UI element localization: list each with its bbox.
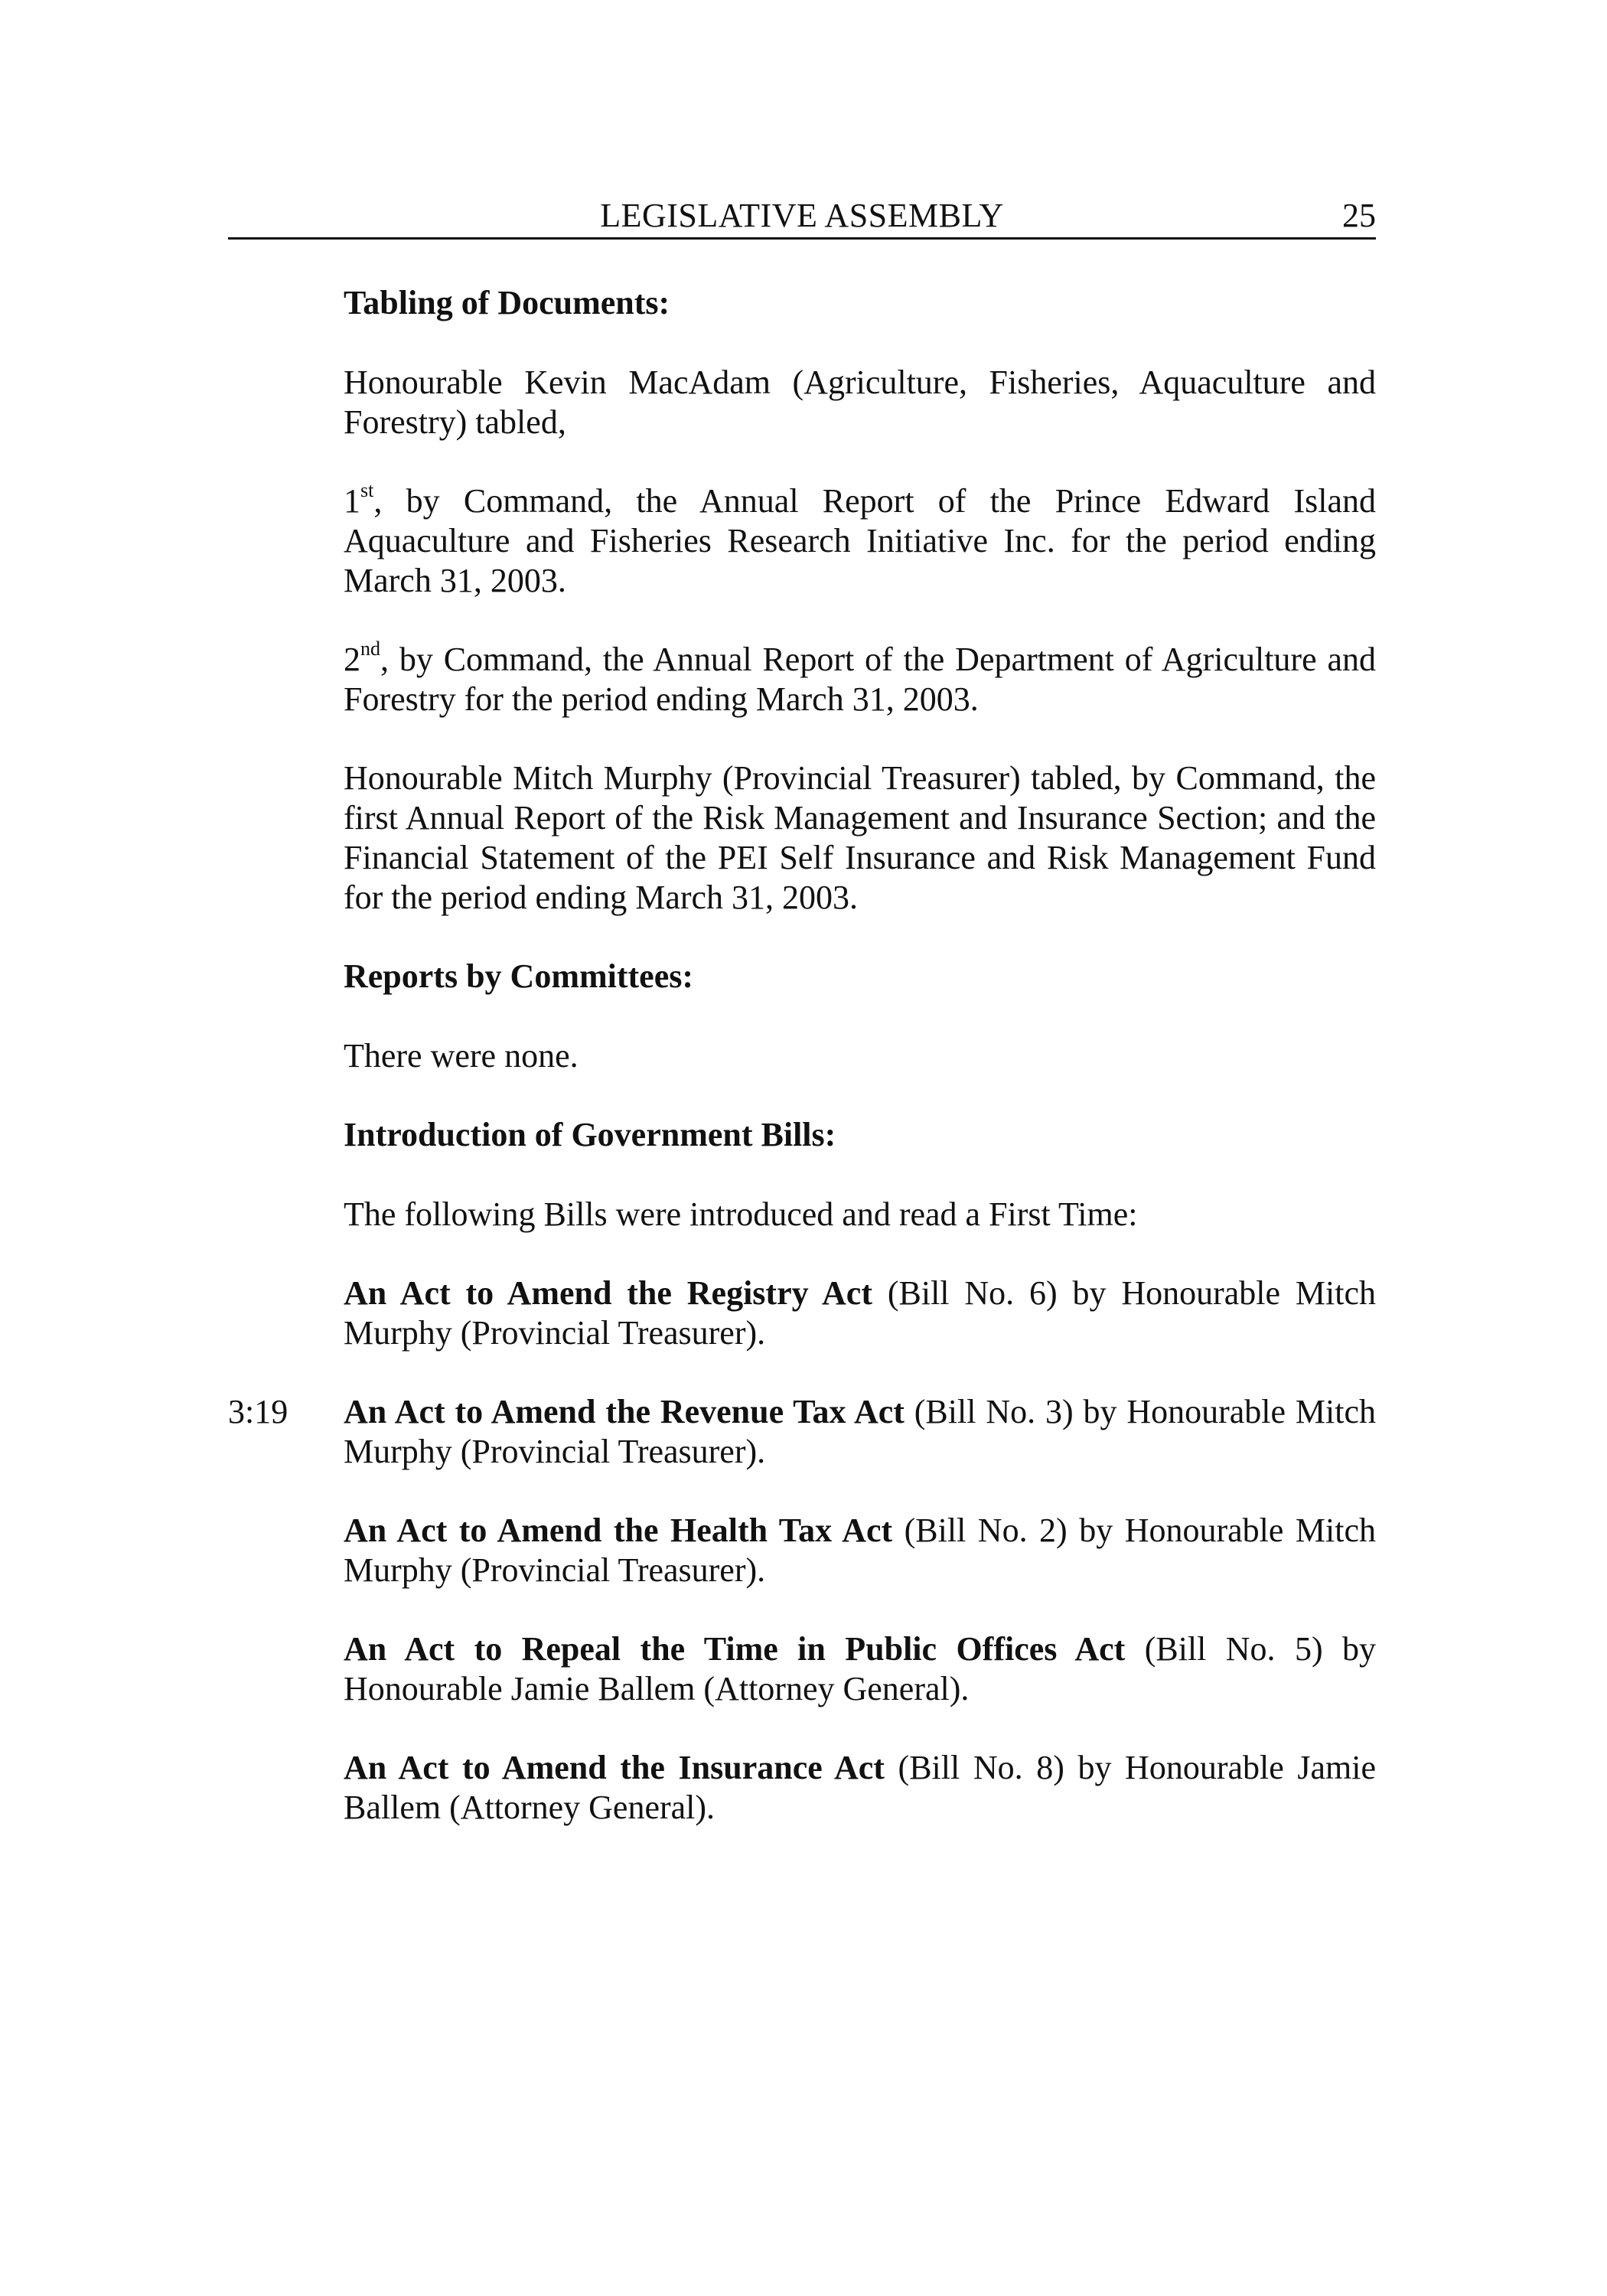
tabling-treasurer: Honourable Mitch Murphy (Provincial Treasurer) tabled, by Command, the first Annual Report of the Risk Management and Insurance Section; and the Financial Statement of the PEI Self Insurance and Risk Management Fund for the period ending March 31, 2003. bbox=[344, 759, 1376, 916]
header-rule bbox=[228, 237, 1376, 240]
committees-text: There were none. bbox=[344, 1037, 579, 1075]
bill-details: (Bill No. 2) by Honourable Mitch Murphy (Provincial Treasurer). bbox=[344, 1512, 1376, 1589]
bill-title: An Act to Amend the Health Tax Act bbox=[344, 1512, 893, 1549]
bill-details: (Bill No. 5) by Honourable Jamie Ballem (Attorney General). bbox=[344, 1630, 1377, 1707]
bill-entry bbox=[344, 1274, 1376, 1353]
bill-entry bbox=[344, 1511, 1376, 1590]
bill-details: (Bill No. 3) by Honourable Mitch Murphy (Provincial Treasurer). bbox=[344, 1393, 1376, 1470]
government-bills-heading: Introduction of Government Bills: bbox=[344, 1116, 836, 1153]
bill-entry bbox=[344, 1748, 1376, 1828]
tabling-intro: Honourable Kevin MacAdam (Agriculture, Fisheries, Aquaculture and Forestry) tabled, bbox=[344, 364, 1376, 441]
bill-title: An Act to Amend the Insurance Act bbox=[344, 1749, 885, 1786]
tabling-item-2-ordinal: 2 bbox=[344, 641, 360, 678]
header-title: LEGISLATIVE ASSEMBLY bbox=[600, 197, 1004, 234]
tabling-item-1 bbox=[344, 481, 1376, 601]
tabling-heading: Tabling of Documents: bbox=[344, 284, 670, 321]
tabling-item-2 bbox=[344, 640, 1376, 719]
committees-heading: Reports by Committees: bbox=[344, 957, 693, 995]
document-body bbox=[228, 283, 1377, 1867]
time-stamp: 3:19 bbox=[228, 1393, 288, 1430]
bill-title: An Act to Amend the Revenue Tax Act bbox=[344, 1393, 905, 1430]
bill-entry bbox=[344, 1629, 1376, 1709]
tabling-item-2-text: , by Command, the Annual Report of the Department of Agriculture and Forestry for the period ending March 31, 2003. bbox=[344, 641, 1376, 718]
tabling-item-1-suffix: st bbox=[360, 479, 374, 502]
tabling-item-2-suffix: nd bbox=[360, 638, 380, 660]
page-number: 25 bbox=[1342, 197, 1376, 234]
bill-details: (Bill No. 8) by Honourable Jamie Ballem (Attorney General). bbox=[344, 1749, 1376, 1826]
tabling-item-1-text: , by Command, the Annual Report of the Prince Edward Island Aquaculture and Fisheries Research Initiative Inc. for the period ending March 31, 2003. bbox=[344, 482, 1376, 599]
page-header bbox=[228, 196, 1376, 239]
bill-title: An Act to Repeal the Time in Public Offices Act bbox=[344, 1630, 1126, 1668]
bill-details: (Bill No. 6) by Honourable Mitch Murphy (Provincial Treasurer). bbox=[344, 1274, 1376, 1352]
bill-title: An Act to Amend the Registry Act bbox=[344, 1274, 872, 1312]
tabling-item-1-ordinal: 1 bbox=[344, 482, 360, 520]
bill-entry bbox=[228, 1392, 1376, 1472]
government-bills-intro: The following Bills were introduced and read a First Time: bbox=[344, 1195, 1138, 1233]
